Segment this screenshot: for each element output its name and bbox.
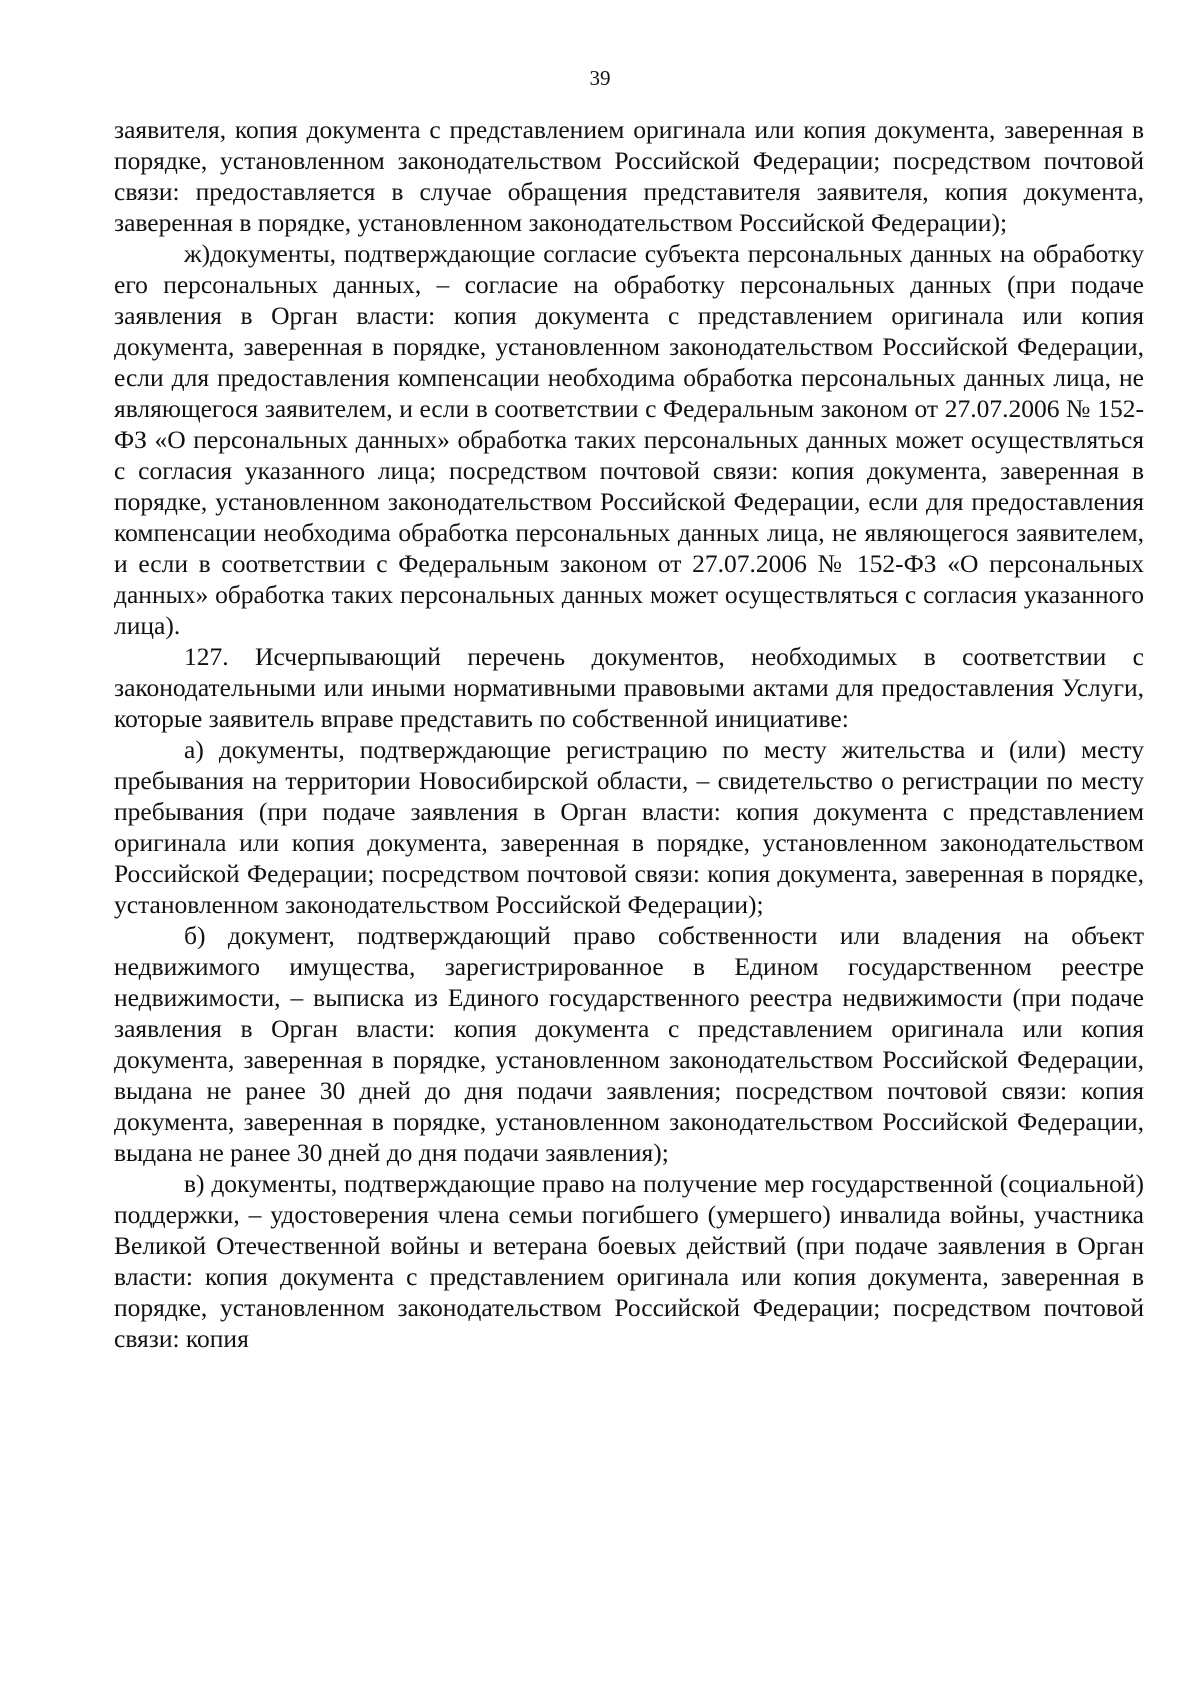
document-body bbox=[114, 114, 1144, 1354]
paragraph-continuation: заявителя, копия документа с представлением оригинала или копия документа, заверенная в порядке, установленном законодательством Российской Федерации; посредством почтовой связи: предоставляется в случае обращения представителя заявителя, копия документа, заверенная в порядке, установленном законодательством Российской Федерации); bbox=[114, 115, 1144, 237]
paragraph-127: 127. Исчерпывающий перечень документов, необходимых в соответствии с законодательными или иными нормативными правовыми актами для предоставления Услуги, которые заявитель вправе представить по собственной инициативе: bbox=[114, 642, 1144, 733]
paragraph-item-zh: ж)документы, подтверждающие согласие субъекта персональных данных на обработку его персональных данных, – согласие на обработку персональных данных (при подаче заявления в Орган власти: копия документа с представлением оригинала или копия документа, заверенная в порядке, установленном законодательством Российской Федерации, если для предоставления компенсации необходима обработка персональных данных лица, не являющегося заявителем, и если в соответствии с Федеральным законом от 27.07.2006 № 152-ФЗ «О персональных данных» обработка таких персональных данных может осуществляться с согласия указанного лица; посредством почтовой связи: копия документа, заверенная в порядке, установленном законодательством Российской Федерации, если для предоставления компенсации необходима обработка персональных данных лица, не являющегося заявителем, и если в соответствии с Федеральным законом от 27.07.2006 № 152-ФЗ «О персональных данных» обработка таких персональных данных может осуществляться с согласия указанного лица). bbox=[114, 239, 1144, 640]
page-number: 39 bbox=[589, 66, 611, 90]
paragraph-item-v: в) документы, подтверждающие право на получение мер государственной (социальной) поддержки, – удостоверения члена семьи погибшего (умершего) инвалида войны, участника Великой Отечественной войны и ветерана боевых действий (при подаче заявления в Орган власти: копия документа с представлением оригинала или копия документа, заверенная в порядке, установленном законодательством Российской Федерации; посредством почтовой связи: копия bbox=[114, 1169, 1144, 1353]
paragraph-item-a: а) документы, подтверждающие регистрацию по месту жительства и (или) месту пребывания на территории Новосибирской области, – свидетельство о регистрации по месту пребывания (при подаче заявления в Орган власти: копия документа с представлением оригинала или копия документа, заверенная в порядке, установленном законодательством Российской Федерации; посредством почтовой связи: копия документа, заверенная в порядке, установленном законодательством Российской Федерации); bbox=[114, 735, 1144, 919]
paragraph-item-b: б) документ, подтверждающий право собственности или владения на объект недвижимого имущества, зарегистрированное в Едином государственном реестре недвижимости, – выписка из Единого государственного реестра недвижимости (при подаче заявления в Орган власти: копия документа с представлением оригинала или копия документа, заверенная в порядке, установленном законодательством Российской Федерации, выдана не ранее 30 дней до дня подачи заявления; посредством почтовой связи: копия документа, заверенная в порядке, установленном законодательством Российской Федерации, выдана не ранее 30 дней до дня подачи заявления); bbox=[114, 921, 1144, 1167]
